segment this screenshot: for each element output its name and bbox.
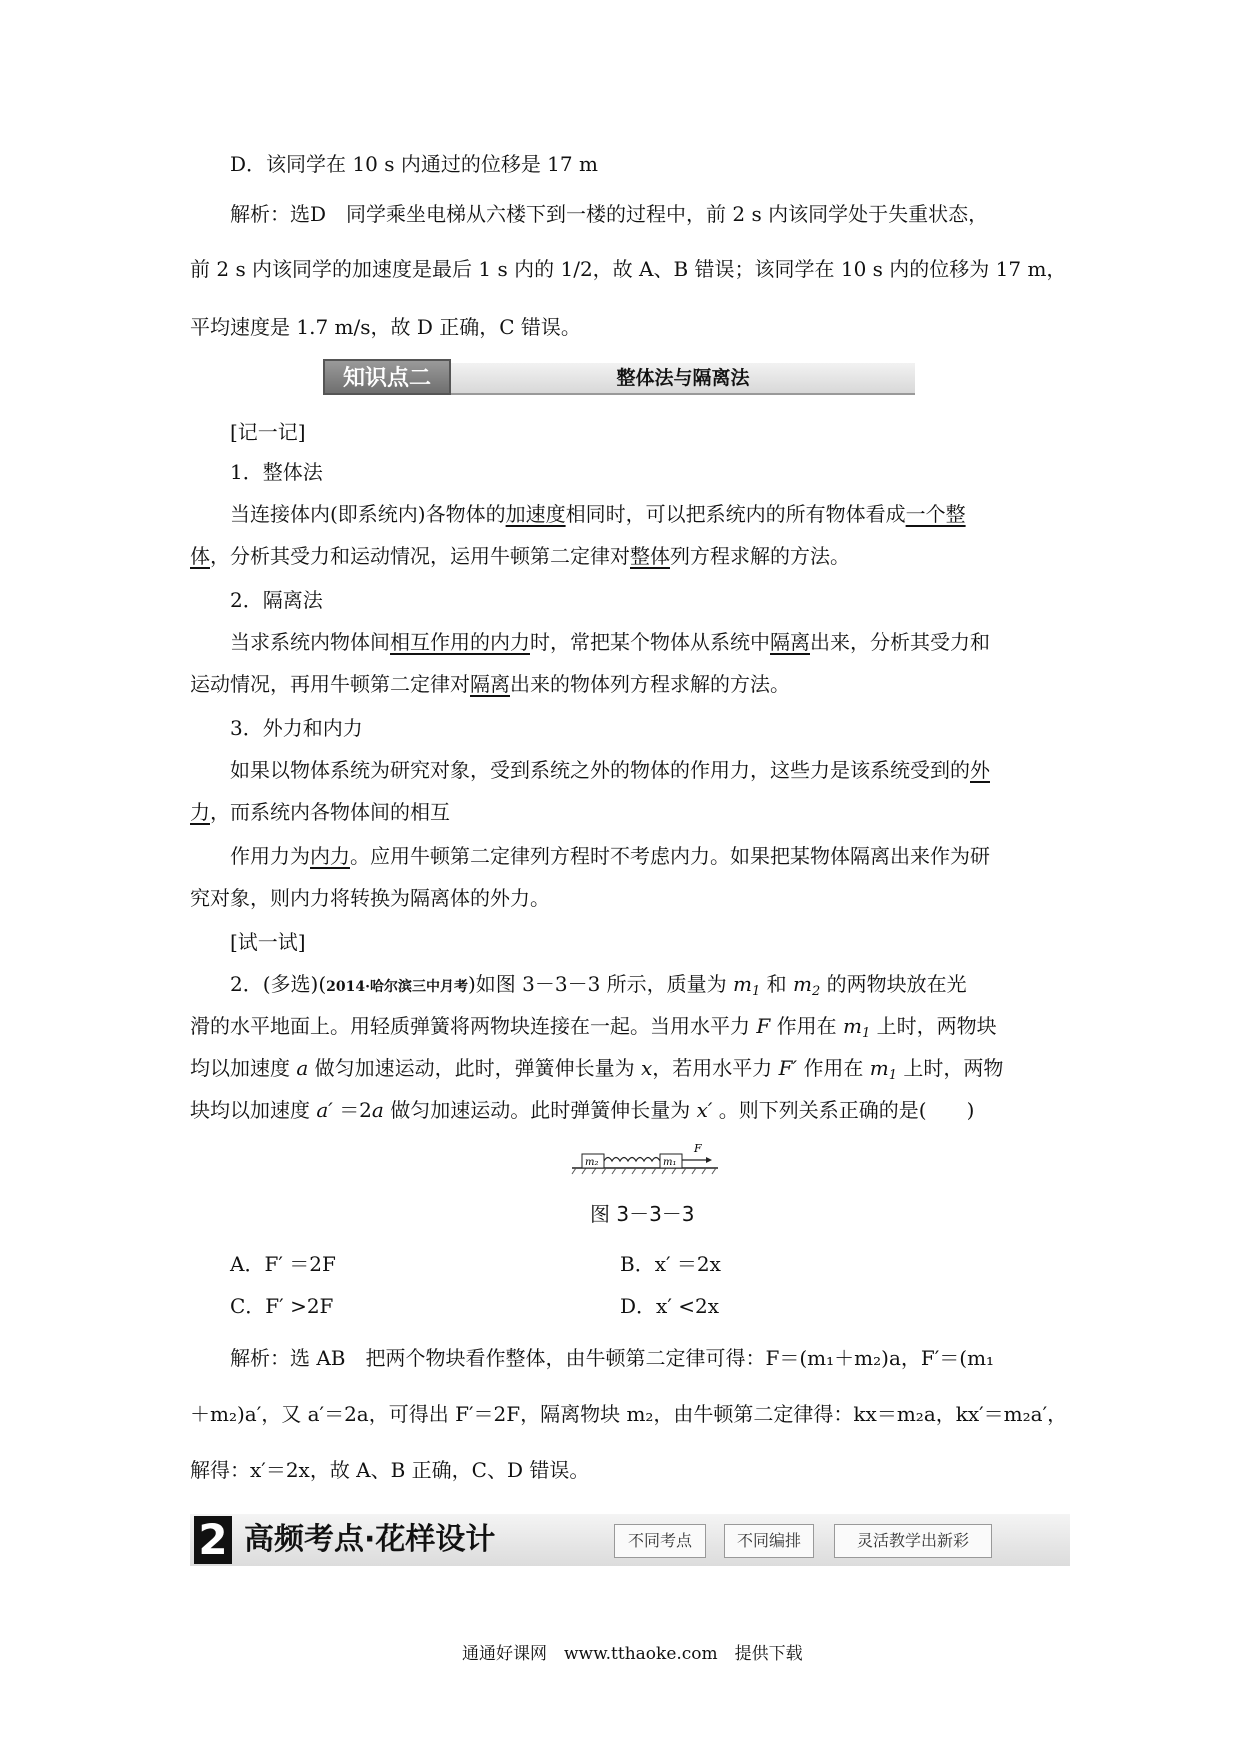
text: 的两物块放在光 <box>826 972 967 996</box>
text: ＝2 <box>339 1098 372 1122</box>
option-b: B．x′ ＝2x <box>620 1252 721 1276</box>
text: 。则下列关系正确的是( ) <box>718 1098 975 1122</box>
var-x: x <box>641 1056 653 1080</box>
blank-internal: 内力 <box>310 844 350 868</box>
item-1-line-1 <box>230 500 966 528</box>
text: 上时，两物块 <box>876 1014 997 1038</box>
text: 作用在 <box>776 1014 837 1038</box>
text: 出来，分析其受力和 <box>810 630 990 654</box>
text: 。应用牛顿第二定律列方程时不考虑内力。如果把某物体隔离出来作为研 <box>350 844 990 868</box>
footer-text: 通通好课网 www.tthaoke.com 提供下载 <box>462 1644 803 1664</box>
text: 时，常把某个物体从系统中 <box>530 630 770 654</box>
figure-caption: 图 3－3－3 <box>590 1202 695 1226</box>
option-c: C．F′ >2F <box>230 1294 334 1318</box>
var-a: a <box>371 1098 384 1122</box>
blank-whole-3: 整体 <box>630 544 670 568</box>
text: ，分析其受力和运动情况，运用牛顿第二定律对 <box>210 544 630 568</box>
text: 运动情况，再用牛顿第二定律对 <box>190 672 470 696</box>
text: 作用在 <box>803 1056 864 1080</box>
option-a: A．F′ ＝2F <box>230 1252 336 1276</box>
button-different-points[interactable]: 不同考点 <box>614 1524 706 1558</box>
analysis-1-line-3: 平均速度是 1.7 m/s，故 D 正确，C 错误。 <box>190 315 581 339</box>
analysis-1-line-2: 前 2 s 内该同学的加速度是最后 1 s 内的 1/2，故 A、B 错误；该同学在 10 s 内的位移为 17 m， <box>190 257 1067 281</box>
var-m2: $m_2$ <box>793 972 821 999</box>
text: 做匀加速运动。此时弹簧伸长量为 <box>390 1098 691 1122</box>
text: 2．(多选)( <box>230 972 327 996</box>
text: 当求系统内物体间 <box>230 630 390 654</box>
text: 如果以物体系统为研究对象，受到系统之外的物体的作用力，这些力是该系统受到的 <box>230 758 970 782</box>
var-x-prime: x′ <box>696 1098 713 1122</box>
question-line-2 <box>190 1012 997 1048</box>
remember-heading: [记一记] <box>230 420 306 444</box>
force-arrowhead <box>706 1157 712 1163</box>
item-2-line-2 <box>190 670 790 698</box>
item-3-heading: 3．外力和内力 <box>230 716 363 740</box>
question-source: 2014·哈尔滨三中月考 <box>326 979 468 995</box>
text: 当连接体内(即系统内)各物体的 <box>230 502 506 526</box>
text: ，若用水平力 <box>652 1056 773 1080</box>
text: 滑的水平地面上。用轻质弹簧将两物块连接在一起。当用水平力 <box>190 1014 750 1038</box>
blank-whole-1: 一个整 <box>905 502 966 526</box>
high-frequency-banner <box>190 1514 1070 1566</box>
option-d-prev: D．该同学在 10 s 内通过的位移是 17 m <box>230 152 598 176</box>
item-3-line-3 <box>230 842 990 870</box>
text: 块均以加速度 <box>190 1098 310 1122</box>
text: 上时，两物 <box>903 1056 1004 1080</box>
blank-internal-force: 相互作用的内力 <box>390 630 530 654</box>
item-3-line-4: 究对象，则内力将转换为隔离体的外力。 <box>190 886 550 910</box>
var-a-prime: a′ <box>316 1098 333 1122</box>
var-m1: $m_1$ <box>869 1056 898 1083</box>
force-label: F <box>694 1142 702 1155</box>
var-F: F <box>756 1014 771 1038</box>
block-m2-label: m₂ <box>585 1157 599 1168</box>
ground <box>572 1168 718 1174</box>
question-line-1 <box>230 970 967 1006</box>
text: )如图 3－3－3 所示，质量为 <box>467 972 727 996</box>
var-m1: $m_1$ <box>842 1014 871 1041</box>
section-tag: 知识点二 <box>323 359 451 395</box>
item-3-line-2 <box>190 798 450 826</box>
section-title: 整体法与隔离法 <box>616 367 750 389</box>
blank-isolate-2: 隔离 <box>470 672 510 696</box>
blank-external-2: 力 <box>190 800 210 824</box>
blank-external-1: 外 <box>970 758 990 782</box>
blank-acceleration: 加速度 <box>505 502 566 526</box>
analysis-2-line-2: ＋m₂)a′，又 a′＝2a，可得出 F′＝2F，隔离物块 m₂，由牛顿第二定律得：kx＝m₂a，kx′＝m₂a′， <box>190 1402 1068 1426</box>
block-m1-label: m₁ <box>663 1157 677 1168</box>
text: 作用力为 <box>230 844 310 868</box>
var-a: a <box>296 1056 309 1080</box>
var-m1: $m_1$ <box>733 972 761 999</box>
item-1-heading: 1．整体法 <box>230 460 323 484</box>
item-3-line-1 <box>230 756 990 784</box>
banner-number: 2 <box>194 1516 232 1564</box>
question-line-4 <box>190 1096 974 1124</box>
blank-isolate-1: 隔离 <box>770 630 810 654</box>
text: 相同时，可以把系统内的所有物体看成 <box>565 502 906 526</box>
analysis-2-line-3: 解得：x′＝2x，故 A、B 正确，C、D 错误。 <box>190 1458 590 1482</box>
try-heading: [试一试] <box>230 930 306 954</box>
analysis-1-line-1: 解析：选D 同学乘坐电梯从六楼下到一楼的过程中，前 2 s 内该同学处于失重状态， <box>230 202 989 226</box>
button-flexible-teaching[interactable]: 灵活教学出新彩 <box>834 1524 992 1558</box>
section-banner <box>323 359 915 397</box>
spring <box>604 1158 660 1162</box>
text: 均以加速度 <box>190 1056 290 1080</box>
analysis-2-line-1: 解析：选 AB 把两个物块看作整体，由牛顿第二定律可得：F＝(m₁＋m₂)a，F′＝(m₁ <box>230 1346 995 1370</box>
text: 和 <box>766 972 787 996</box>
blank-whole-2: 体 <box>190 544 210 568</box>
text: 做匀加速运动，此时，弹簧伸长量为 <box>314 1056 635 1080</box>
banner-title: 高频考点·花样设计 <box>244 1522 496 1557</box>
item-1-line-2 <box>190 542 850 570</box>
text: 列方程求解的方法。 <box>670 544 850 568</box>
button-different-layout[interactable]: 不同编排 <box>724 1524 814 1558</box>
item-2-heading: 2．隔离法 <box>230 588 323 612</box>
spring-blocks-figure <box>570 1138 720 1178</box>
section-title-bar <box>451 363 915 395</box>
figure-drawing <box>570 1138 720 1178</box>
text: ，而系统内各物体间的相互 <box>210 800 450 824</box>
item-2-line-1 <box>230 628 990 656</box>
var-F-prime: F′ <box>778 1056 798 1080</box>
option-d: D．x′ <2x <box>620 1294 719 1318</box>
question-line-3 <box>190 1054 1003 1090</box>
text: 出来的物体列方程求解的方法。 <box>510 672 790 696</box>
